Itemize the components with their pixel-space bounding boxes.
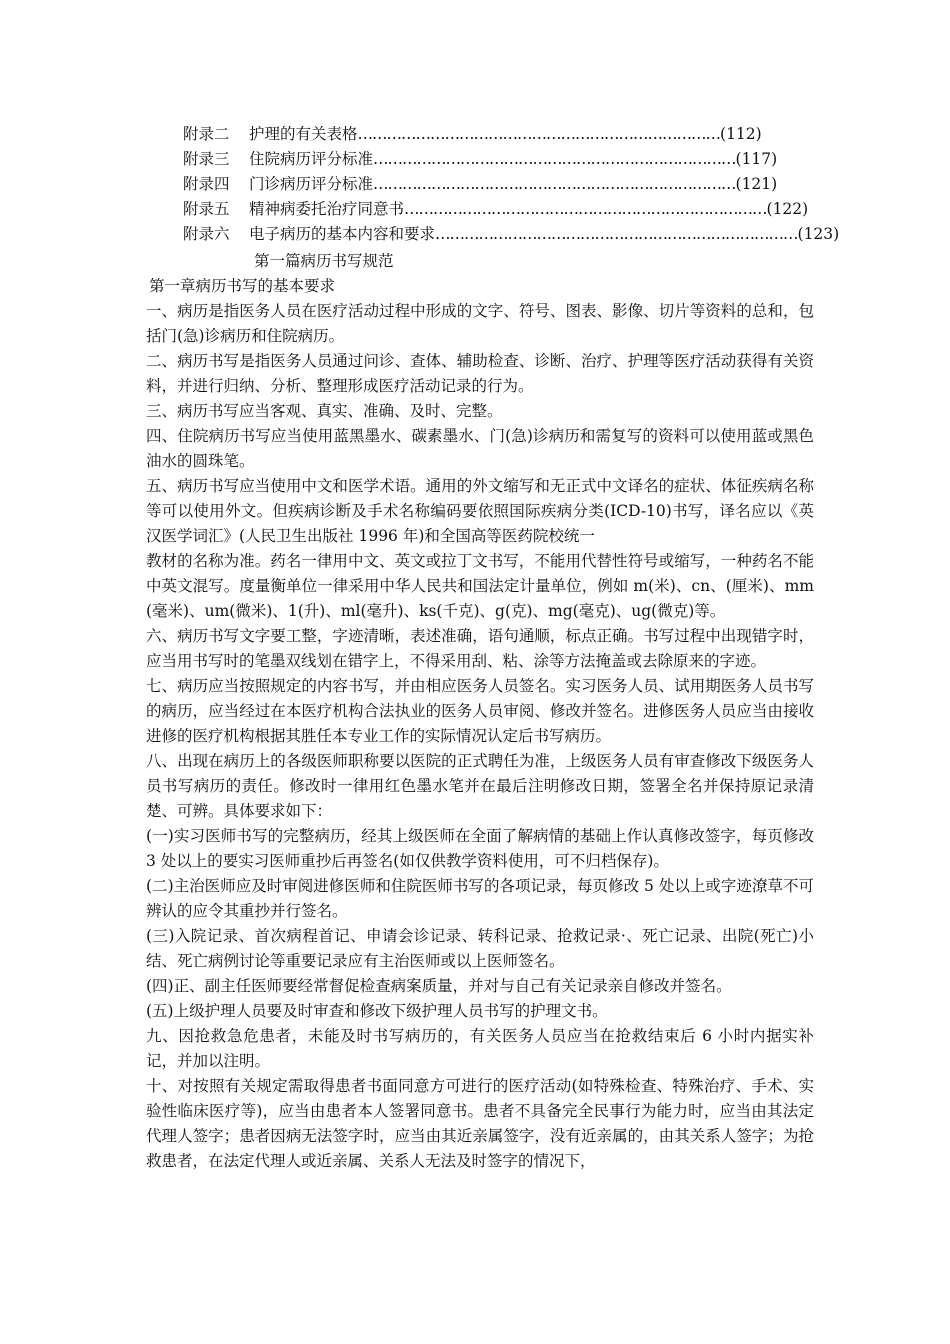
chapter-title: 第一章病历书写的基本要求 [149,277,336,295]
toc-entry [183,172,778,197]
toc-entry-number: 附录三 [183,150,230,168]
toc-entry-page: (117) [735,150,778,168]
toc-entry [183,122,762,147]
toc-leader-dots: ………………………………………………………………… [435,225,798,243]
toc-entry [183,197,809,222]
toc-entry-number: 附录四 [183,175,230,193]
paragraph: 四、住院病历书写应当使用蓝黑墨水、碳素墨水、门(急)诊病历和需复写的资料可以使用蓝或黑色油水的圆珠笔。 [146,427,814,470]
toc-entry-page: (123) [797,225,840,243]
paragraph: 六、病历书写文字要工整，字迹清晰，表述准确，语句通顺，标点正确。书写过程中出现错字时，应当用书写时的笔墨双线划在错字上，不得采用刮、粘、涂等方法掩盖或去除原来的字迹。 [146,627,814,670]
toc-entry-title: 电子病历的基本内容和要求 [249,225,436,243]
paragraph: (四)正、副主任医师要经常督促检查病案质量，并对与自己有关记录亲自修改并签名。 [146,977,732,995]
toc-entry-number: 附录二 [183,125,230,143]
paragraph: 五、病历书写应当使用中文和医学术语。通用的外文缩写和无正式中文译名的症状、体征疾病名称等可以使用外文。但疾病诊断及手术名称编码要依照国际疾病分类(ICD-10)书写，译名应以《英汉医学词汇》(人民卫生出版社 1996 年)和全国高等医药院校统一 [146,477,814,545]
paragraph: 十、对按照有关规定需取得患者书面同意方可进行的医疗活动(如特殊检查、特殊治疗、手术、实验性临床医疗等)，应当由患者本人签署同意书。患者不具备完全民事行为能力时，应当由其法定代理人签字；患者因病无法签字时，应当由其近亲属签字，没有近亲属的，由其关系人签字；为抢救患者，在法定代理人或近亲属、关系人无法及时签字的情况下， [146,1077,814,1170]
toc-entry-title: 护理的有关表格 [249,125,358,143]
toc-leader-dots: ………………………………………………………………… [373,175,736,193]
paragraph: 二、病历书写是指医务人员通过问诊、查体、辅助检查、诊断、治疗、护理等医疗活动获得有关资料，并进行归纳、分析、整理形成医疗活动记录的行为。 [146,352,814,395]
paragraph: (五)上级护理人员要及时审查和修改下级护理人员书写的护理文书。 [146,1002,608,1020]
toc-entry-title: 门诊病历评分标准 [249,175,374,193]
paragraph: 教材的名称为准。药名一律用中文、英文或拉丁文书写，不能用代替性符号或缩写，一种药名不能中英文混写。度量衡单位一律采用中华人民共和国法定计量单位，例如 m(米)、cn、(厘米)、mm(毫米)、um(微米)、1(升)、ml(毫升)、ks(千克)、g(克)、mg(毫克)、ug(微克)等。 [146,552,814,620]
paragraph: 八、出现在病历上的各级医师职称要以医院的正式聘任为准，上级医务人员有审查修改下级医务人员书写病历的责任。修改时一律用红色墨水笔并在最后注明修改日期，签署全名并保持原记录清楚、可辨。具体要求如下： [146,752,814,820]
document-body [146,274,814,1174]
toc-entry [183,147,778,172]
paragraph: 三、病历书写应当客观、真实、准确、及时、完整。 [146,402,503,420]
toc-entry-title: 精神病委托治疗同意书 [249,200,405,218]
paragraph: 九、因抢救急危患者，未能及时书写病历的，有关医务人员应当在抢救结束后 6 小时内据实补记，并加以注明。 [146,1027,814,1070]
paragraph: 一、病历是指医务人员在医疗活动过程中形成的文字、符号、图表、影像、切片等资料的总和，包括门(急)诊病历和住院病历。 [146,302,814,345]
toc-entry-page: (121) [735,175,778,193]
paragraph: 七、病历应当按照规定的内容书写，并由相应医务人员签名。实习医务人员、试用期医务人员书写的病历，应当经过在本医疗机构合法执业的医务人员审阅、修改并签名。进修医务人员应当由接收进修的医疗机构根据其胜任本专业工作的实际情况认定后书写病历。 [146,677,814,745]
toc-entry-page: (122) [766,200,809,218]
toc-leader-dots: ………………………………………………………………… [404,200,767,218]
toc-leader-dots: ………………………………………………………………… [357,125,721,143]
toc-entry-page: (112) [720,125,762,143]
paragraph: (二)主治医师应及时审阅进修医师和住院医师书写的各项记录，每页修改 5 处以上或字迹潦草不可辨认的应令其重抄并行签名。 [146,877,814,920]
toc-entry-number: 附录六 [183,225,230,243]
toc-entry-title: 住院病历评分标准 [249,150,374,168]
appendix-toc [183,122,840,247]
paragraph: (一)实习医师书写的完整病历，经其上级医师在全面了解病情的基础上作认真修改签字，每页修改 3 处以上的要实习医师重抄后再签名(如仅供教学资料使用，可不归档保存)。 [146,827,814,870]
part-title: 第一篇病历书写规范 [254,252,394,270]
toc-entry [183,222,840,247]
toc-leader-dots: ………………………………………………………………… [373,150,736,168]
toc-entry-number: 附录五 [183,200,230,218]
paragraph: (三)入院记录、首次病程首记、申请会诊记录、转科记录、抢救记录·、死亡记录、出院(死亡)小结、死亡病例讨论等重要记录应有主治医师或以上医师签名。 [146,927,814,970]
